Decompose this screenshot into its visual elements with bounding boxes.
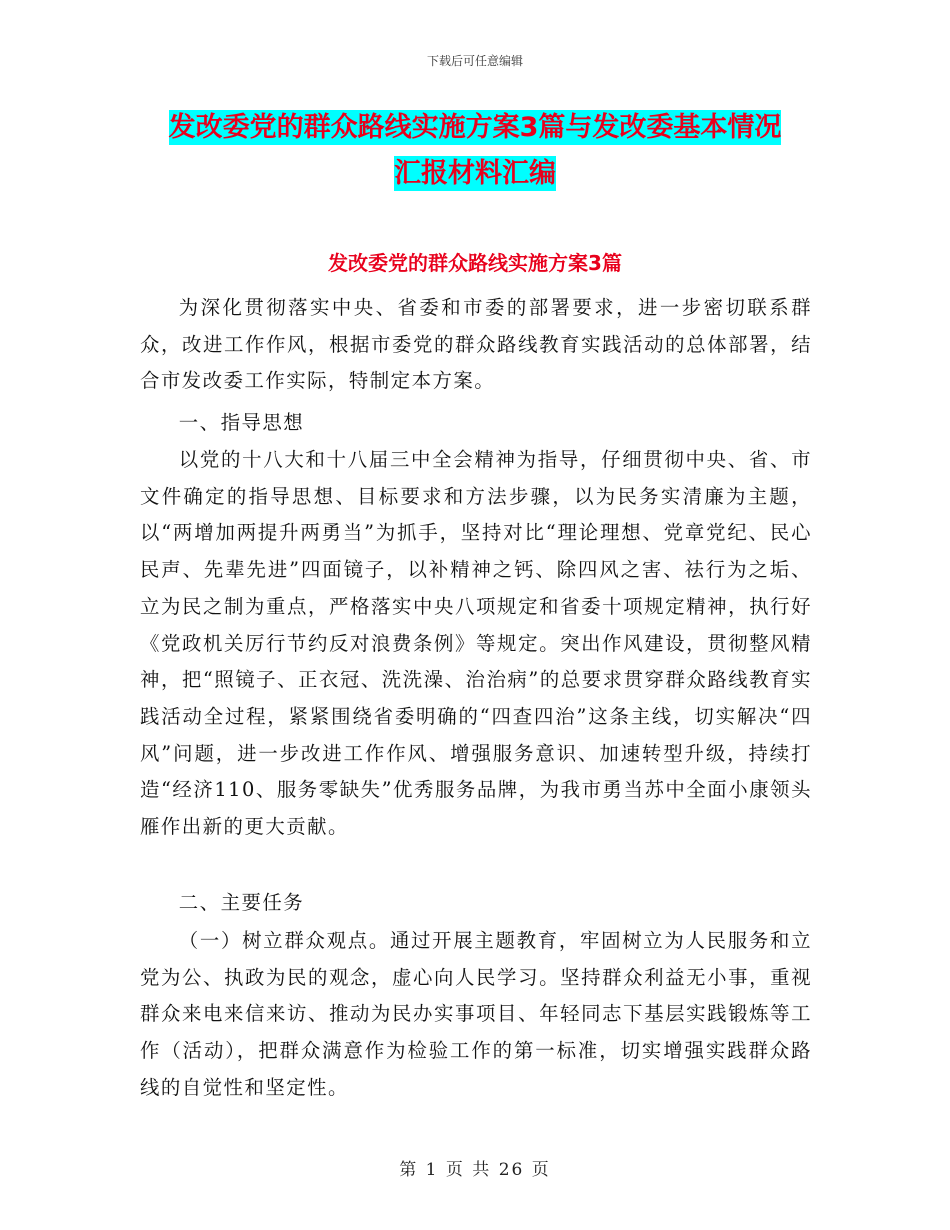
heading-guiding-thought-block xyxy=(140,405,812,442)
guiding-thought-paragraph: 以党的十八大和十八届三中全会精神为指导，仔细贯彻中央、省、市文件确定的指导思想、目标要求和方法步骤，以为民务实清廉为主题，以“两增加两提升两勇当”为抓手，坚持对比“理论理想、党章党纪、民心民声、先辈先进”四面镜子，以补精神之钙、除四风之害、祛行为之垢、立为民之制为重点，严格落实中央八项规定和省委十项规定精神，执行好《党政机关厉行节约反对浪费条例》等规定。突出作风建设，贯彻整风精神，把“照镜子、正衣冠、洗洗澡、治治病”的总要求贯穿群众路线教育实践活动全过程，紧紧围绕省委明确的“四查四治”这条主线，切实解决“四风”问题，进一步改进工作作风、增强服务意识、加速转型升级，持续打造“经济110、服务零缺失”优秀服务品牌，为我市勇当苏中全面小康领头雁作出新的更大贡献。 xyxy=(140,448,812,839)
heading-main-tasks-block xyxy=(140,885,812,922)
page-number-footer: 第 1 页 共 26 页 xyxy=(399,1160,551,1180)
guiding-thought-paragraph-block xyxy=(140,442,812,846)
heading-main-tasks: 二、主要任务 xyxy=(178,891,305,914)
document-title-text-1: 发改委党的群众路线实施方案3篇与发改委基本情况 xyxy=(168,112,782,143)
document-title-text-2: 汇报材料汇编 xyxy=(394,158,556,189)
task-1-paragraph: （一）树立群众观点。通过开展主题教育，牢固树立为人民服务和立党为公、执政为民的观念，虚心向人民学习。坚持群众利益无小事，重视群众来电来信来访、推动为民办实事项目、年轻同志下基层实践锻炼等工作（活动），把群众满意作为检验工作的第一标准，切实增强实践群众路线的自觉性和坚定性。 xyxy=(140,929,812,1099)
document-title-line-1 xyxy=(0,110,950,146)
intro-paragraph-block xyxy=(140,290,812,400)
section-title: 发改委党的群众路线实施方案3篇 xyxy=(328,251,622,275)
heading-guiding-thought: 一、指导思想 xyxy=(178,411,305,434)
task-1-paragraph-block xyxy=(140,923,812,1107)
document-title-line-2 xyxy=(0,156,950,192)
intro-paragraph: 为深化贯彻落实中央、省委和市委的部署要求，进一步密切联系群众，改进工作作风，根据市委党的群众路线教育实践活动的总体部署，结合市发改委工作实际，特制定本方案。 xyxy=(140,296,812,393)
page-header-note: 下载后可任意编辑 xyxy=(426,54,523,68)
